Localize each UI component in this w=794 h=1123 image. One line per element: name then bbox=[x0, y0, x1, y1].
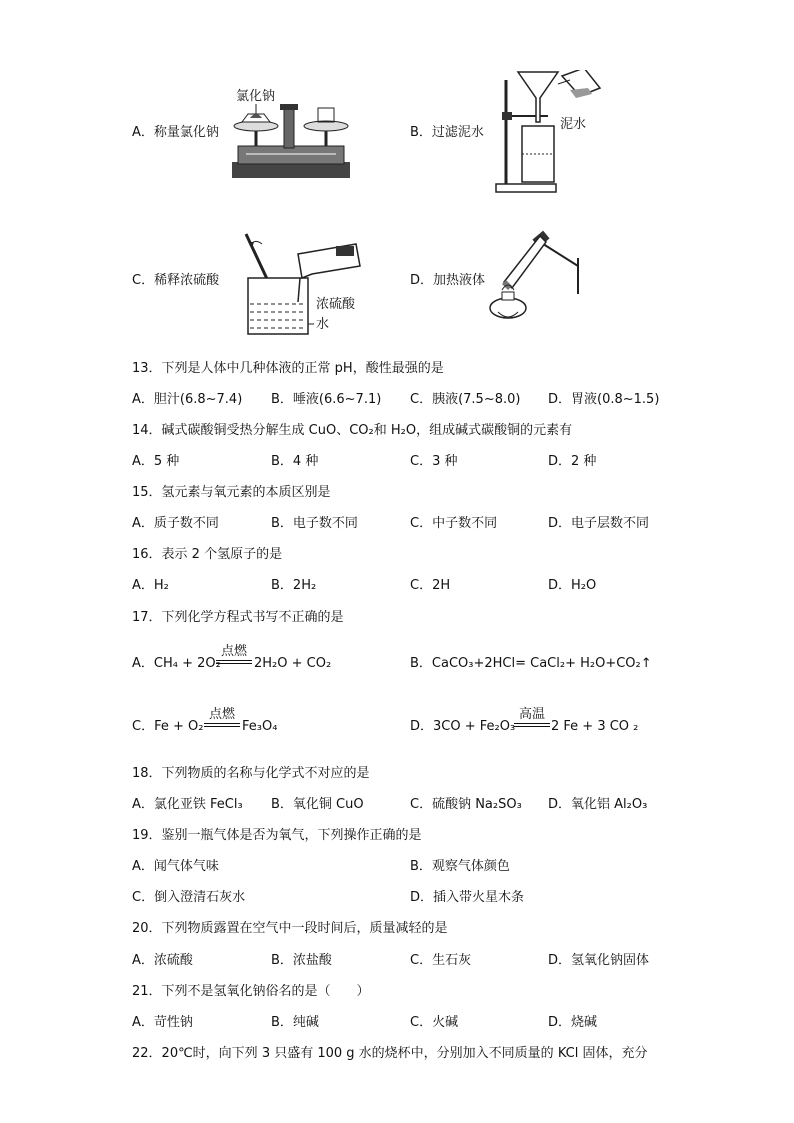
q13-option-b[interactable]: B．唾液(6.6~7.1) bbox=[271, 392, 382, 407]
question-15-stem: 15．氢元素与氧元素的本质区别是 bbox=[132, 485, 331, 500]
q16-option-c[interactable]: C．2H bbox=[410, 578, 451, 593]
q17-option-a[interactable] bbox=[132, 655, 221, 673]
q18-option-b[interactable]: B．氧化铜 CuO bbox=[271, 797, 364, 812]
q13-option-c[interactable]: C．胰液(7.5~8.0) bbox=[410, 392, 521, 407]
option-b-label: B．过滤泥水 bbox=[410, 125, 484, 140]
q18-option-d[interactable]: D．氧化铝 Al₂O₃ bbox=[548, 797, 648, 812]
q16-option-a[interactable]: A．H₂ bbox=[132, 578, 169, 593]
q14-option-c[interactable]: C．3 种 bbox=[410, 454, 458, 469]
balance-scale-figure bbox=[226, 84, 356, 184]
q21-option-a[interactable]: A．苛性钠 bbox=[132, 1015, 193, 1030]
filtration-figure bbox=[492, 70, 612, 196]
q21-option-d[interactable]: D．烧碱 bbox=[548, 1015, 598, 1030]
q17-c-left: C．Fe + O₂ bbox=[132, 719, 204, 734]
equals-bar bbox=[204, 723, 240, 727]
q14-option-a[interactable]: A．5 种 bbox=[132, 454, 180, 469]
equals-bar bbox=[514, 723, 550, 727]
option-d-label: D．加热液体 bbox=[410, 273, 486, 288]
option-a-label: A．称量氯化钠 bbox=[132, 125, 219, 140]
q15-option-b[interactable]: B．电子数不同 bbox=[271, 516, 358, 531]
question-14-stem: 14．碱式碳酸铜受热分解生成 CuO、CO₂和 H₂O，组成碱式碳酸铜的元素有 bbox=[132, 423, 573, 438]
q17-c-right: Fe₃O₄ bbox=[242, 719, 278, 734]
q19-option-b[interactable]: B．观察气体颜色 bbox=[410, 859, 510, 874]
heating-liquid-figure bbox=[484, 228, 584, 328]
q19-option-a[interactable]: A．闻气体气味 bbox=[132, 859, 219, 874]
question-19-stem: 19．鉴别一瓶气体是否为氧气，下列操作正确的是 bbox=[132, 828, 422, 843]
question-16-stem: 16．表示 2 个氢原子的是 bbox=[132, 547, 283, 562]
question-13-stem: 13．下列是人体中几种体液的正常 pH，酸性最强的是 bbox=[132, 361, 444, 376]
q16-option-d[interactable]: D．H₂O bbox=[548, 578, 597, 593]
question-21-stem: 21．下列不是氢氧化钠俗名的是（ ） bbox=[132, 984, 370, 999]
question-22-stem: 22．20℃时，向下列 3 只盛有 100 g 水的烧杯中，分别加入不同质量的 KCl 固体，充分 bbox=[132, 1046, 648, 1061]
q17-d-condition bbox=[514, 703, 550, 727]
conc-sulfuric-acid-text: 浓硫酸 bbox=[316, 297, 356, 312]
water-text: 水 bbox=[316, 317, 330, 332]
q14-option-b[interactable]: B．4 种 bbox=[271, 454, 319, 469]
q15-option-d[interactable]: D．电子层数不同 bbox=[548, 516, 650, 531]
q17-d-right: 2 Fe + 3 CO ₂ bbox=[551, 719, 639, 734]
high-temp-condition-text: 高温 bbox=[518, 707, 545, 722]
q13-option-a[interactable]: A．胆汁(6.8~7.4) bbox=[132, 392, 243, 407]
q15-option-c[interactable]: C．中子数不同 bbox=[410, 516, 498, 531]
q19-option-c[interactable]: C．倒入澄清石灰水 bbox=[132, 890, 246, 905]
ignite-condition-text: 点燃 bbox=[208, 707, 235, 722]
q20-option-b[interactable]: B．浓盐酸 bbox=[271, 953, 332, 968]
q20-option-c[interactable]: C．生石灰 bbox=[410, 953, 472, 968]
q17-option-c[interactable] bbox=[132, 718, 203, 736]
q17-a-condition bbox=[216, 640, 252, 664]
q17-option-b[interactable]: B．CaCO₃+2HCl= CaCl₂+ H₂O+CO₂↑ bbox=[410, 656, 652, 671]
q17-d-left: D．3CO + Fe₂O₃ bbox=[410, 719, 516, 734]
q20-option-d[interactable]: D．氢氧化钠固体 bbox=[548, 953, 650, 968]
q19-option-d[interactable]: D．插入带火星木条 bbox=[410, 890, 525, 905]
q17-a-right: 2H₂O + CO₂ bbox=[254, 656, 332, 671]
dilute-acid-figure bbox=[232, 230, 372, 340]
q13-option-d[interactable]: D．胃液(0.8~1.5) bbox=[548, 392, 660, 407]
equals-bar bbox=[216, 660, 252, 664]
question-17-stem: 17．下列化学方程式书写不正确的是 bbox=[132, 610, 344, 625]
q21-option-b[interactable]: B．纯碱 bbox=[271, 1015, 319, 1030]
ignite-condition-text: 点燃 bbox=[220, 644, 247, 659]
q14-option-d[interactable]: D．2 种 bbox=[548, 454, 597, 469]
question-20-stem: 20．下列物质露置在空气中一段时间后，质量减轻的是 bbox=[132, 921, 448, 936]
q17-a-left: A．CH₄ + 2O₂ bbox=[132, 656, 221, 671]
question-18-stem: 18．下列物质的名称与化学式不对应的是 bbox=[132, 766, 370, 781]
q21-option-c[interactable]: C．火碱 bbox=[410, 1015, 459, 1030]
q15-option-a[interactable]: A．质子数不同 bbox=[132, 516, 219, 531]
muddy-water-text: 泥水 bbox=[560, 117, 587, 132]
sodium-chloride-text: 氯化钠 bbox=[236, 89, 276, 104]
q17-option-d[interactable] bbox=[410, 718, 515, 736]
q16-option-b[interactable]: B．2H₂ bbox=[271, 578, 317, 593]
option-c-label: C．稀释浓硫酸 bbox=[132, 273, 220, 288]
q18-option-c[interactable]: C．硫酸钠 Na₂SO₃ bbox=[410, 797, 522, 812]
q18-option-a[interactable]: A．氯化亚铁 FeCl₃ bbox=[132, 797, 243, 812]
q17-c-condition bbox=[204, 703, 240, 727]
q20-option-a[interactable]: A．浓硫酸 bbox=[132, 953, 193, 968]
